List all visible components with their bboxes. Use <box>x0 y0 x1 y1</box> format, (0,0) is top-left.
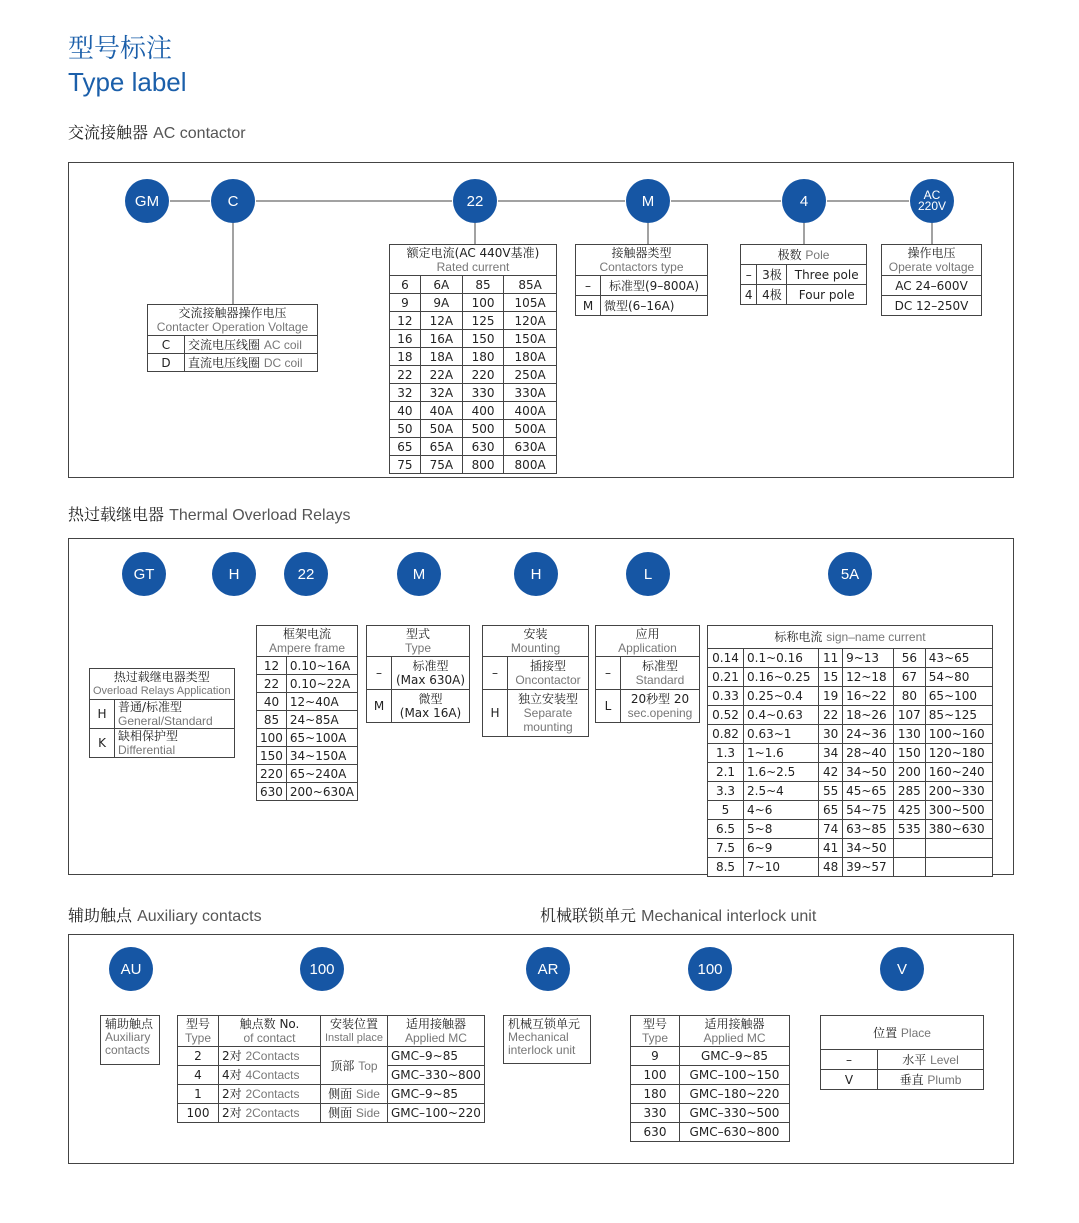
table-row: V 垂直 Plumb <box>821 1070 984 1090</box>
mech-code-100: 100 <box>688 947 732 991</box>
table-row: – 3极 Three pole <box>741 265 867 285</box>
mech-applied-table: 型号 Type 适用接触器 Applied MC 9 GMC–9~85 100 GMC–100~150 180 GMC–180~220 330 GMC–330~500 630 GMC–630~800 <box>630 1015 790 1142</box>
ac-code-c: C <box>211 179 255 223</box>
ac-pole-table: 极数 Pole – 3极 Three pole 4 4极 Four pole <box>740 244 867 305</box>
tor-code-5a: 5A <box>828 552 872 596</box>
page-title-en: Type label <box>68 67 187 97</box>
tor-code-m: M <box>397 552 441 596</box>
table-row: DC 12–250V <box>882 296 982 316</box>
ac-coil-table: 交流接触器操作电压 Contacter Operation Voltage C 交流电压线圈 AC coil D 直流电压线圈 DC coil <box>147 304 318 372</box>
table-row: 7.5 6~9 41 34~50 <box>708 839 993 858</box>
mech-label-box: 机械互锁单元 Mechanical interlock unit <box>503 1015 591 1064</box>
table-row: 0.21 0.16~0.25 15 12~18 67 54~80 <box>708 668 993 687</box>
tor-type-table: 型式 Type – 标准型 (Max 630A) M 微型 (Max 16A) <box>366 625 470 723</box>
ac-code-ac220v: AC 220V <box>910 179 954 223</box>
aux-heading-en: Auxiliary contacts <box>137 908 262 925</box>
aux-section-heading <box>68 906 262 927</box>
table-row: AC 24–600V <box>882 276 982 296</box>
mech-heading-cn: 机械联锁单元 <box>540 906 637 925</box>
table-row: 18 18A 180 180A <box>390 348 557 366</box>
ac-heading-cn: 交流接触器 <box>68 123 149 142</box>
table-row: 40 12~40A <box>257 693 358 711</box>
table-row: 0.52 0.4~0.63 22 18~26 107 85~125 <box>708 706 993 725</box>
table-row: M 微型(6–16A) <box>576 296 708 316</box>
aux-label-box: 辅助触点 Auxiliary contacts <box>100 1015 160 1065</box>
table-row: 100 GMC–100~150 <box>631 1066 790 1085</box>
table-row: 0.82 0.63~1 30 24~36 130 100~160 <box>708 725 993 744</box>
aux-contacts-table: 型号 Type 触点数 No. of contact 安装位置 Install place 适用接触器 Applied MC 2 2对 2Contacts 顶部 Top GMC–9~85 4 4对 4Contacts GMC–330~800 1 2对 2Contacts 侧面 Side GMC–9~85 100 2对 2Contacts 侧面 Side GMC–100~220 <box>177 1015 485 1123</box>
table-row: 22 0.10~22A <box>257 675 358 693</box>
tor-code-22: 22 <box>284 552 328 596</box>
table-row: 0.33 0.25~0.4 19 16~22 80 65~100 <box>708 687 993 706</box>
tor-section-heading <box>68 505 351 526</box>
table-row: 630 200~630A <box>257 783 358 801</box>
table-row: – 标准型 (Max 630A) <box>367 657 470 690</box>
table-row: 6.5 5~8 74 63~85 535 380~630 <box>708 820 993 839</box>
table-row: 32 32A 330 330A <box>390 384 557 402</box>
mech-code-ar: AR <box>526 947 570 991</box>
mech-place-table: 位置 Place – 水平 Level V 垂直 Plumb <box>820 1015 984 1090</box>
table-row: 50 50A 500 500A <box>390 420 557 438</box>
table-row: – 水平 Level <box>821 1050 984 1070</box>
table-row: 40 40A 400 400A <box>390 402 557 420</box>
table-row: 180 GMC–180~220 <box>631 1085 790 1104</box>
ac-contactor-type-table: 接触器类型 Contactors type – 标准型(9–800A) M 微型(6–16A) <box>575 244 708 316</box>
tor-application-table: 应用 Application – 标准型 Standard L 20秒型 20 sec.opening <box>595 625 700 723</box>
table-row: 2 2对 2Contacts 顶部 Top GMC–9~85 <box>178 1047 485 1066</box>
ac-heading-en: AC contactor <box>153 125 246 142</box>
table-row: 75 75A 800 800A <box>390 456 557 474</box>
ac-section-heading <box>68 123 246 144</box>
table-row: 8.5 7~10 48 39~57 <box>708 858 993 877</box>
table-row: 16 16A 150 150A <box>390 330 557 348</box>
table-row: L 20秒型 20 sec.opening <box>596 690 700 723</box>
table-row: 4 4对 4Contacts GMC–330~800 <box>178 1066 485 1085</box>
tor-current-table: 标称电流 sign–name current 0.14 0.1~0.16 11 9~13 56 43~65 0.21 0.16~0.25 15 12~18 67 54~80 0.33 0.25~0.4 19 16~22 80 65~100 0.52 0.4~0.63 22 18~26 107 85~125 0.82 0.63~1 30 24~36 130 100~160 1.3 1~1.6 34 28~40 150 120~180 2.1 1.6~2.5 42 34~50 200 160~240 3.3 2.5~4 55 45~65 285 200~330 5 4~6 65 54~75 425 300~500 6.5 5~8 74 63~85 535 380~630 7.5 6~9 41 34~50 8.5 7~10 48 39~57 <box>707 625 993 877</box>
table-row: H 普通/标准型 General/Standard <box>90 700 235 729</box>
table-row: 150 34~150A <box>257 747 358 765</box>
aux-heading-cn: 辅助触点 <box>68 906 133 925</box>
table-row: 100 65~100A <box>257 729 358 747</box>
ac-code-m: M <box>626 179 670 223</box>
table-row: – 插接型 Oncontactor <box>483 657 589 690</box>
table-row: 330 GMC–330~500 <box>631 1104 790 1123</box>
table-row: – 标准型 Standard <box>596 657 700 690</box>
table-row: K 缺相保护型 Differential <box>90 729 235 758</box>
table-row: C 交流电压线圈 AC coil <box>148 336 318 354</box>
ac-code-4: 4 <box>782 179 826 223</box>
table-row: 6 6A 85 85A <box>390 276 557 294</box>
table-row: M 微型 (Max 16A) <box>367 690 470 723</box>
table-row: 22 22A 220 250A <box>390 366 557 384</box>
table-row: 4 4极 Four pole <box>741 285 867 305</box>
table-row: H 独立安装型 Separate mounting <box>483 690 589 737</box>
tor-code-l: L <box>626 552 670 596</box>
mech-code-v: V <box>880 947 924 991</box>
aux-code-au: AU <box>109 947 153 991</box>
table-row: D 直流电压线圈 DC coil <box>148 354 318 372</box>
table-row: 0.14 0.1~0.16 11 9~13 56 43~65 <box>708 649 993 668</box>
tor-code-gt: GT <box>122 552 166 596</box>
table-row: 3.3 2.5~4 55 45~65 285 200~330 <box>708 782 993 801</box>
tor-relay-type-table: 热过载继电器类型 Overload Relays Application H 普通/标准型 General/Standard K 缺相保护型 Differential <box>89 668 235 758</box>
table-row: 1.3 1~1.6 34 28~40 150 120~180 <box>708 744 993 763</box>
table-row: 2.1 1.6~2.5 42 34~50 200 160~240 <box>708 763 993 782</box>
tor-heading-en: Thermal Overload Relays <box>169 507 351 524</box>
table-row: 1 2对 2Contacts 侧面 Side GMC–9~85 <box>178 1085 485 1104</box>
ac-rated-current-table: 额定电流(AC 440V基准) Rated current 6 6A 85 85A 9 9A 100 105A 12 12A 125 120A 16 16A 150 150A 18 18A 180 180A 22 22A 220 250A 32 32A 330 330A 40 40A 400 400A 50 50A 500 500A 65 65A 630 630A 75 75A 800 800A <box>389 244 557 474</box>
tor-ampere-frame-table: 框架电流 Ampere frame 12 0.10~16A 22 0.10~22A 40 12~40A 85 24~85A 100 65~100A 150 34~150A 220 65~240A 630 200~630A <box>256 625 358 801</box>
table-row: 65 65A 630 630A <box>390 438 557 456</box>
ac-code-22: 22 <box>453 179 497 223</box>
table-row: – 标准型(9–800A) <box>576 276 708 296</box>
tor-mounting-table: 安装 Mounting – 插接型 Oncontactor H 独立安装型 Separate mounting <box>482 625 589 737</box>
table-row: 100 2对 2Contacts 侧面 Side GMC–100~220 <box>178 1104 485 1123</box>
mech-section-heading <box>540 906 816 927</box>
page-title-cn: 型号标注 <box>68 34 173 64</box>
table-row: 12 0.10~16A <box>257 657 358 675</box>
table-row: 9 GMC–9~85 <box>631 1047 790 1066</box>
mech-heading-en: Mechanical interlock unit <box>641 908 817 925</box>
table-row: 85 24~85A <box>257 711 358 729</box>
table-row: 5 4~6 65 54~75 425 300~500 <box>708 801 993 820</box>
table-row: 9 9A 100 105A <box>390 294 557 312</box>
aux-code-100: 100 <box>300 947 344 991</box>
tor-code-h: H <box>212 552 256 596</box>
table-row: 630 GMC–630~800 <box>631 1123 790 1142</box>
table-row: 12 12A 125 120A <box>390 312 557 330</box>
ac-operate-voltage-table: 操作电压 Operate voltage AC 24–600V DC 12–250V <box>881 244 982 316</box>
table-row: 220 65~240A <box>257 765 358 783</box>
tor-heading-cn: 热过载继电器 <box>68 505 165 524</box>
tor-code-h2: H <box>514 552 558 596</box>
ac-code-gm: GM <box>125 179 169 223</box>
